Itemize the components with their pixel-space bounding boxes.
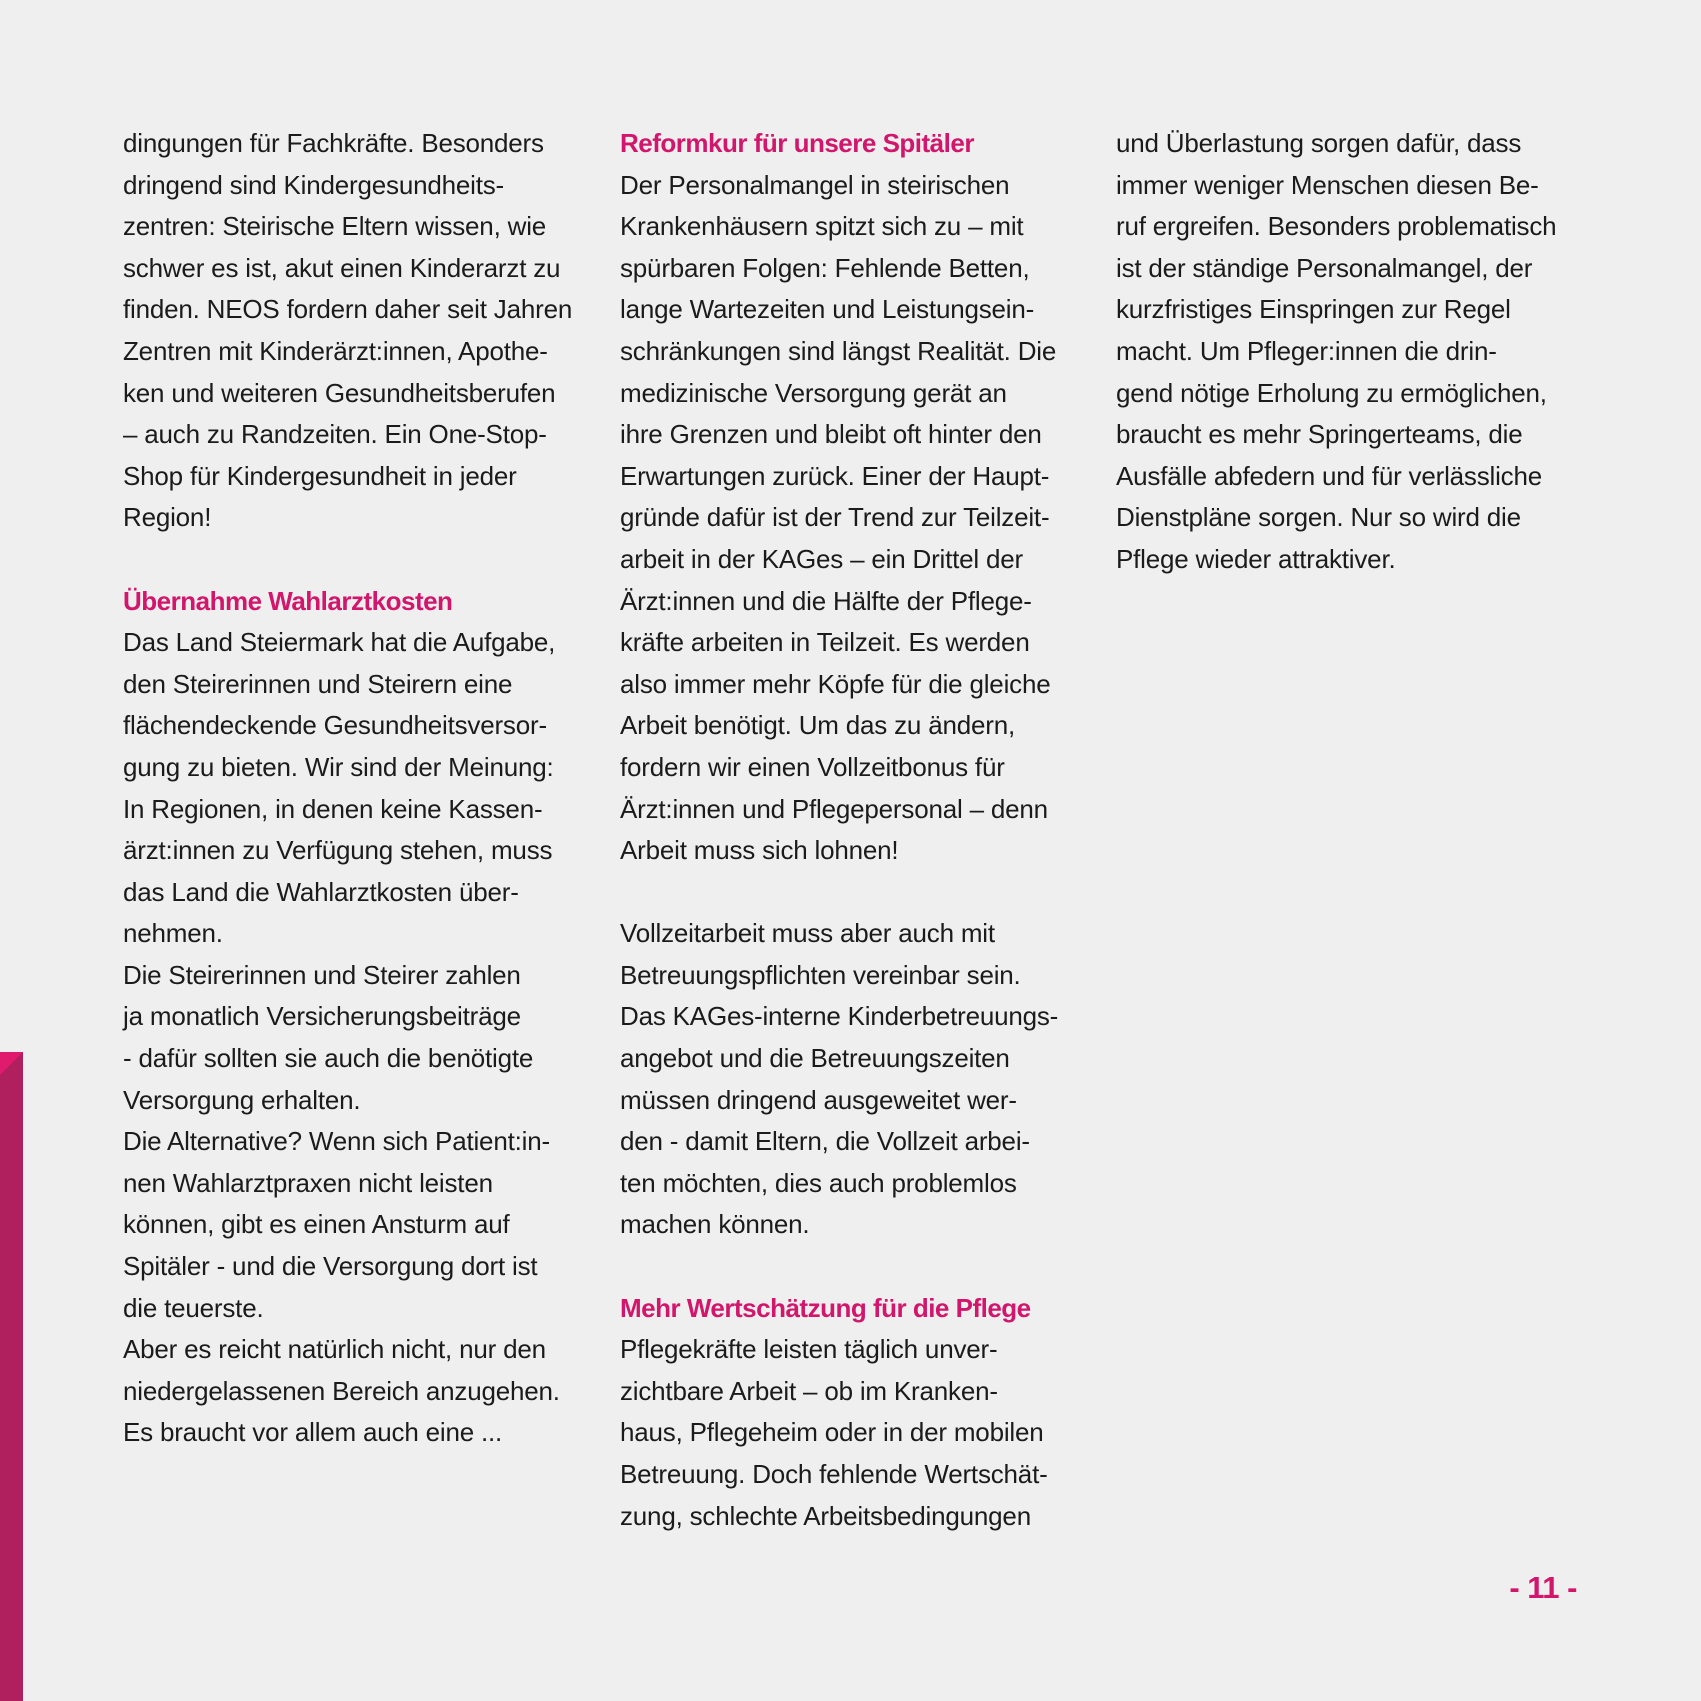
body-text-line: Pflege wieder attraktiver. — [1116, 543, 1396, 574]
body-text-line: also immer mehr Köpfe für die gleiche — [620, 668, 1051, 699]
body-text-line: Betreuung. Doch fehlende Wertschät- — [620, 1459, 1048, 1489]
body-text-line: ja monatlich Versicherungsbeiträge — [123, 1001, 521, 1032]
body-text-line: – auch zu Randzeiten. Ein One-Stop- — [123, 419, 547, 450]
body-text-line: fordern wir einen Vollzeitbonus für — [620, 751, 1005, 782]
body-text-line: Das KAGes-interne Kinderbetreuungs- — [620, 1001, 1059, 1032]
body-text-line: Arbeit muss sich lohnen! — [620, 835, 899, 866]
text-column-2 — [620, 123, 1090, 1537]
body-text-line: niedergelassenen Bereich anzugehen. — [123, 1375, 560, 1406]
body-text-line: Das Land Steiermark hat die Aufgabe, — [123, 627, 556, 658]
body-text-line: ten möchten, dies auch problemlos — [620, 1167, 1017, 1198]
body-text-line: Betreuungspflichten vereinbar sein. — [620, 959, 1021, 990]
body-text-line: zung, schlechte Arbeitsbedingungen — [620, 1500, 1031, 1531]
text-column-1 — [123, 123, 593, 1454]
side-accent-bar — [0, 1052, 23, 1701]
body-text-line: Ausfälle abfedern und für verlässliche — [1116, 460, 1542, 491]
body-text-line: dingungen für Fachkräfte. Besonders — [123, 128, 544, 158]
body-text-line: und Überlastung sorgen dafür, dass — [1116, 128, 1522, 158]
body-text-line: macht. Um Pfleger:innen die drin- — [1116, 335, 1497, 366]
body-text-line: dringend sind Kindergesundheits- — [123, 169, 504, 200]
body-text-line: müssen dringend ausgeweitet wer- — [620, 1084, 1017, 1115]
body-text-line: In Regionen, in denen keine Kassen- — [123, 793, 543, 824]
body-text-line: arbeit in der KAGes – ein Drittel der — [620, 543, 1024, 574]
body-text-line: spürbaren Folgen: Fehlende Betten, — [620, 252, 1030, 283]
body-text-line: machen können. — [620, 1209, 810, 1240]
body-text-line: ken und weiteren Gesundheitsberufen — [123, 377, 556, 408]
body-text-line: haus, Pflegeheim oder in der mobilen — [620, 1417, 1044, 1448]
body-text-line: zichtbare Arbeit – ob im Kranken- — [620, 1375, 998, 1406]
side-accent-bar-tip — [0, 1052, 23, 1075]
body-text-line: gend nötige Erholung zu ermöglichen, — [1116, 377, 1547, 408]
body-text-line: Region! — [123, 502, 212, 533]
section-heading: Mehr Wertschätzung für die Pflege — [620, 1292, 1031, 1323]
body-text-line: Die Alternative? Wenn sich Patient:in- — [123, 1126, 550, 1157]
paragraph-spacer — [620, 872, 1090, 914]
body-text-line: gung zu bieten. Wir sind der Meinung: — [123, 751, 554, 782]
body-text-line: den - damit Eltern, die Vollzeit arbei- — [620, 1126, 1030, 1157]
body-text-line: Die Steirerinnen und Steirer zahlen — [123, 959, 521, 990]
body-text-line: schränkungen sind längst Realität. Die — [620, 335, 1057, 366]
body-text-line: ihre Grenzen und bleibt oft hinter den — [620, 419, 1042, 450]
body-text-line: kurzfristiges Einspringen zur Regel — [1116, 294, 1511, 325]
body-text-line: Ärzt:innen und die Hälfte der Pflege- — [620, 585, 1032, 616]
body-text-line: angebot und die Betreuungszeiten — [620, 1043, 1010, 1074]
body-text-line: nen Wahlarztpraxen nicht leisten — [123, 1167, 493, 1198]
body-text-line: das Land die Wahlarztkosten über- — [123, 876, 519, 907]
page-number: - 11 - — [1509, 1570, 1577, 1605]
body-text-line: Erwartungen zurück. Einer der Haupt- — [620, 460, 1050, 491]
body-text-line: Zentren mit Kinderärzt:innen, Apothe- — [123, 335, 548, 366]
paragraph-spacer — [620, 1246, 1090, 1288]
body-text-line: - dafür sollten sie auch die benötigte — [123, 1043, 534, 1074]
body-text-line: kräfte arbeiten in Teilzeit. Es werden — [620, 627, 1030, 658]
body-text-line: den Steirerinnen und Steirern eine — [123, 668, 513, 699]
body-text-line: medizinische Versorgung gerät an — [620, 377, 1007, 408]
body-text-line: nehmen. — [123, 918, 223, 949]
body-text-line: Versorgung erhalten. — [123, 1084, 361, 1115]
body-text-line: Ärzt:innen und Pflegepersonal – denn — [620, 793, 1048, 824]
body-text-line: immer weniger Menschen diesen Be- — [1116, 169, 1539, 200]
body-text-line: gründe dafür ist der Trend zur Teilzeit- — [620, 502, 1050, 533]
body-text-line: lange Wartezeiten und Leistungsein- — [620, 294, 1035, 325]
body-text-line: Aber es reicht natürlich nicht, nur den — [123, 1334, 546, 1365]
body-text-line: Dienstpläne sorgen. Nur so wird die — [1116, 502, 1521, 533]
body-text-line: Spitäler - und die Versorgung dort ist — [123, 1251, 538, 1282]
body-text-line: ist der ständige Personalmangel, der — [1116, 252, 1533, 283]
section-heading: Reformkur für unsere Spitäler — [620, 128, 974, 158]
body-text-line: können, gibt es einen Ansturm auf — [123, 1209, 510, 1240]
body-text-line: schwer es ist, akut einen Kinderarzt zu — [123, 252, 561, 283]
body-text-line: Shop für Kindergesundheit in jeder — [123, 460, 517, 491]
body-text-line: Vollzeitarbeit muss aber auch mit — [620, 918, 995, 949]
body-text-line: Arbeit benötigt. Um das zu ändern, — [620, 710, 1015, 741]
body-text-line: zentren: Steirische Eltern wissen, wie — [123, 211, 547, 242]
body-text-line: finden. NEOS fordern daher seit Jahren — [123, 294, 573, 325]
body-text-line: ruf ergreifen. Besonders problematisch — [1116, 211, 1557, 242]
paragraph-spacer — [123, 539, 593, 581]
body-text-line: Es braucht vor allem auch eine ... — [123, 1417, 503, 1448]
body-text-line: Der Personalmangel in steirischen — [620, 169, 1010, 200]
body-text-line: Pflegekräfte leisten täglich unver- — [620, 1334, 998, 1365]
body-text-line: flächendeckende Gesundheitsversor- — [123, 710, 547, 741]
text-column-3 — [1116, 123, 1586, 581]
body-text-line: ärzt:innen zu Verfügung stehen, muss — [123, 835, 553, 866]
body-text-line: die teuerste. — [123, 1292, 264, 1323]
body-text-line: Krankenhäusern spitzt sich zu – mit — [620, 211, 1024, 242]
body-text-line: braucht es mehr Springerteams, die — [1116, 419, 1523, 450]
section-heading: Übernahme Wahlarztkosten — [123, 585, 453, 616]
